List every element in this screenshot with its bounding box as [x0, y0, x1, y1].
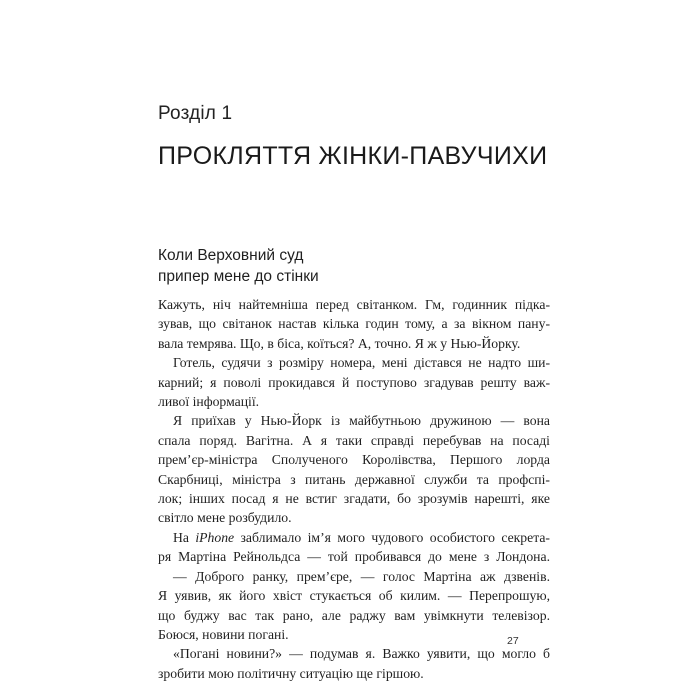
text-line: Боюся, новини погані.	[158, 626, 289, 642]
chapter-label: Розділ 1	[158, 103, 233, 124]
text-line: — Доброго ранку, прем’єре, — голос Мартіна аж дзвенів.	[173, 568, 550, 584]
text-line-iphone	[158, 528, 550, 547]
text-line: зував, що світанок настав кілька годин тому, а за вікном пану-	[158, 316, 550, 332]
text-line: Готель, судячи з розміру номера, мені дістався не надто ши-	[173, 355, 550, 371]
text-line: Я приїхав у Нью-Йорк із майбутньою дружиною — вона	[173, 413, 550, 429]
text-line: Кажуть, ніч найтемніша перед світанком. Гм, годинник підка-	[158, 297, 550, 312]
text-line: вала темрява. Що, в біса, коїться? А, точно. Я ж у Нью-Йорку.	[158, 335, 521, 351]
italic-word: iPhone	[195, 529, 235, 545]
page-number: 27	[507, 635, 519, 647]
text-line: прем’єр-міністра Сполученого Королівства, Першого лорда	[158, 452, 550, 468]
section-heading	[158, 245, 538, 287]
text-line: що буджу вас так рано, але раджу вам увімкнути телевізор.	[158, 607, 550, 623]
text-segment: заблимало ім’я мого чудового особистого секрета-	[234, 529, 550, 545]
text-line: ря Мартіна Рейнольдса — той пробивався до мене з Лондона.	[158, 549, 550, 565]
text-line: зробити мою політичну ситуацію ще гіршою.	[158, 665, 424, 681]
text-line: спала поряд. Вагітна. А я таки справді перебував на посаді	[158, 432, 550, 448]
section-heading-line: припер мене до стінки	[158, 268, 319, 285]
text-line: лок; інших посад я не встиг згадати, бо зрозумів нарешті, яке	[158, 491, 550, 507]
text-line: карний; я поволі прокидався й поступово згадував решту важ-	[158, 374, 550, 390]
text-line: ливої інформації.	[158, 394, 260, 410]
text-segment: На	[173, 529, 196, 545]
text-line: Я уявив, як його хвіст стукається об килим. — Перепрошую,	[158, 588, 550, 604]
text-line: Скарбниці, міністра з питань державної служби та профспі-	[158, 471, 550, 487]
body-text	[158, 295, 550, 683]
text-line: «Погані новини?» — подумав я. Важко уявити, що могло б	[173, 646, 550, 662]
section-heading-line: Коли Верховний суд	[158, 247, 304, 264]
text-line: світло мене розбудило.	[158, 510, 292, 526]
chapter-title: ПРОКЛЯТТЯ ЖІНКИ-ПАВУЧИХИ	[158, 142, 548, 170]
